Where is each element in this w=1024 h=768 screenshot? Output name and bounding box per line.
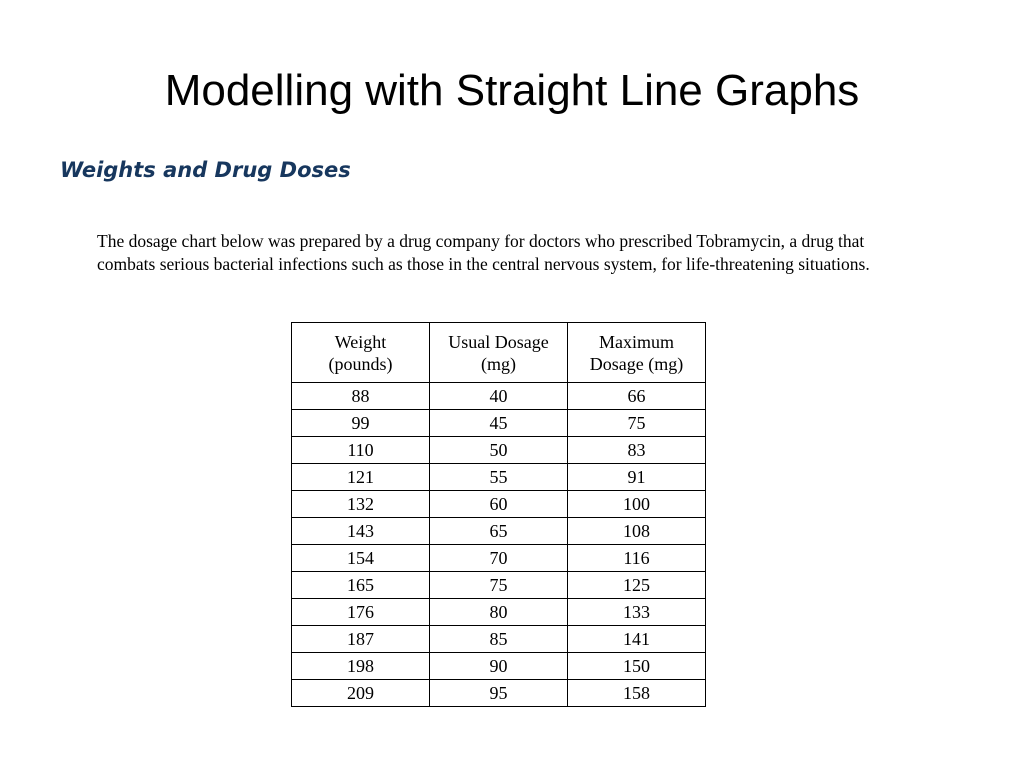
header-usual-dosage-line1: Usual Dosage: [448, 331, 549, 352]
table-row: [292, 464, 706, 491]
cell-usual-dosage: 70: [430, 545, 568, 572]
cell-maximum-dosage: 141: [568, 626, 706, 653]
table-row: [292, 410, 706, 437]
cell-maximum-dosage: 150: [568, 653, 706, 680]
cell-maximum-dosage: 108: [568, 518, 706, 545]
cell-usual-dosage: 45: [430, 410, 568, 437]
header-maximum-dosage-line1: Maximum: [599, 331, 674, 352]
cell-weight: 165: [292, 572, 430, 599]
cell-maximum-dosage: 133: [568, 599, 706, 626]
intro-paragraph: The dosage chart below was prepared by a drug company for doctors who prescribed Tobramycin, a drug that combats serious bacterial infections such as those in the central nervous system, for life-threatening situations.: [97, 231, 870, 274]
header-weight: [292, 323, 430, 383]
cell-weight: 99: [292, 410, 430, 437]
dosage-table: [291, 322, 706, 707]
cell-maximum-dosage: 116: [568, 545, 706, 572]
cell-weight: 176: [292, 599, 430, 626]
cell-weight: 143: [292, 518, 430, 545]
table-row: [292, 599, 706, 626]
table-row: [292, 626, 706, 653]
table-header-row: [292, 323, 706, 383]
header-usual-dosage: [430, 323, 568, 383]
header-weight-line2: (pounds): [328, 353, 393, 374]
table-row: [292, 518, 706, 545]
cell-maximum-dosage: 75: [568, 410, 706, 437]
table-row: [292, 680, 706, 707]
cell-usual-dosage: 50: [430, 437, 568, 464]
header-usual-dosage-line2: (mg): [481, 353, 516, 374]
cell-weight: 198: [292, 653, 430, 680]
table-row: [292, 437, 706, 464]
table-row: [292, 545, 706, 572]
slide-title: Modelling with Straight Line Graphs: [164, 66, 860, 115]
cell-maximum-dosage: 83: [568, 437, 706, 464]
cell-weight: 209: [292, 680, 430, 707]
cell-maximum-dosage: 91: [568, 464, 706, 491]
table-row: [292, 572, 706, 599]
cell-usual-dosage: 75: [430, 572, 568, 599]
cell-weight: 154: [292, 545, 430, 572]
cell-weight: 187: [292, 626, 430, 653]
table-row: [292, 491, 706, 518]
table-row: [292, 383, 706, 410]
cell-weight: 110: [292, 437, 430, 464]
cell-usual-dosage: 60: [430, 491, 568, 518]
header-maximum-dosage: [568, 323, 706, 383]
section-heading: Weights and Drug Doses: [60, 158, 351, 182]
cell-usual-dosage: 85: [430, 626, 568, 653]
table-row: [292, 653, 706, 680]
cell-maximum-dosage: 100: [568, 491, 706, 518]
cell-usual-dosage: 55: [430, 464, 568, 491]
cell-usual-dosage: 95: [430, 680, 568, 707]
cell-maximum-dosage: 125: [568, 572, 706, 599]
cell-usual-dosage: 90: [430, 653, 568, 680]
cell-usual-dosage: 80: [430, 599, 568, 626]
cell-maximum-dosage: 158: [568, 680, 706, 707]
cell-usual-dosage: 40: [430, 383, 568, 410]
header-weight-line1: Weight: [334, 331, 387, 352]
header-maximum-dosage-line2: Dosage (mg): [589, 353, 684, 374]
cell-weight: 132: [292, 491, 430, 518]
cell-maximum-dosage: 66: [568, 383, 706, 410]
cell-weight: 88: [292, 383, 430, 410]
cell-usual-dosage: 65: [430, 518, 568, 545]
cell-weight: 121: [292, 464, 430, 491]
